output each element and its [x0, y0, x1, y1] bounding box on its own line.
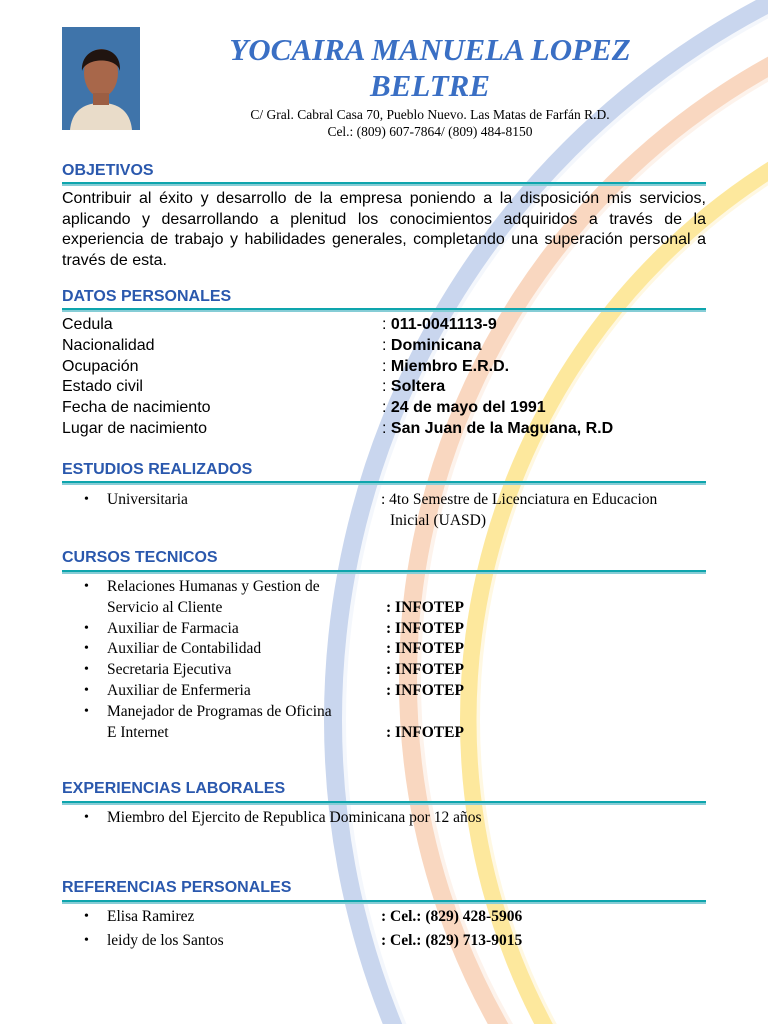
bullet: • [84, 662, 89, 677]
section-rule [62, 182, 706, 186]
bullet: • [84, 909, 89, 924]
bullet: • [84, 621, 89, 636]
referencia-phone: : Cel.: (829) 428-5906 [381, 908, 523, 925]
datos-label: Ocupación [62, 358, 139, 375]
estudio-value-line-1: : 4to Semestre de Licenciatura en Educacion [381, 491, 658, 508]
datos-label: Estado civil [62, 378, 143, 395]
curso-item-line-1: Manejador de Programas de Oficina [107, 703, 332, 720]
section-title-referencias: REFERENCIAS PERSONALES [62, 879, 292, 896]
curso-value: : INFOTEP [386, 620, 464, 637]
curso-value: : INFOTEP [386, 682, 464, 699]
estudio-item: Universitaria [107, 491, 188, 508]
curso-item-line-2: Servicio al Cliente [107, 599, 223, 616]
section-title-experiencias: EXPERIENCIAS LABORALES [62, 780, 286, 797]
bullet: • [84, 492, 89, 507]
bullet: • [84, 683, 89, 698]
section-rule [62, 570, 706, 574]
datos-value: : Soltera [382, 378, 446, 395]
datos-value: : 011-0041113-9 [382, 316, 497, 333]
curso-item: Auxiliar de Enfermeria [107, 682, 251, 699]
referencia-phone: : Cel.: (829) 713-9015 [381, 932, 523, 949]
estudio-value-line-2: Inicial (UASD) [390, 512, 486, 529]
section-rule [62, 801, 706, 805]
experiencia-item: Miembro del Ejercito de Republica Dominicana por 12 años [107, 809, 482, 826]
bullet: • [84, 704, 89, 719]
datos-value: : Miembro E.R.D. [382, 358, 510, 375]
datos-value: : 24 de mayo del 1991 [382, 399, 546, 416]
address: C/ Gral. Cabral Casa 70, Pueblo Nuevo. Las Matas de Farfán R.D. [250, 107, 610, 122]
objetivos-text: Contribuir al éxito y desarrollo de la empresa poniendo a la disposición mis servicios, aplicando y desarrollando a plenitud los conocimientos adquiridos a través de la experiencia de trabajo y habilidades generales, completando una superación personal a través de esta. [62, 190, 706, 270]
datos-value: : San Juan de la Maguana, R.D [382, 420, 614, 437]
phones: Cel.: (809) 607-7864/ (809) 484-8150 [327, 124, 533, 139]
name-line-1: YOCAIRA MANUELA LOPEZ [229, 32, 631, 67]
datos-label: Nacionalidad [62, 337, 155, 354]
section-title-datos: DATOS PERSONALES [62, 288, 232, 305]
datos-label: Lugar de nacimiento [62, 420, 207, 437]
bullet: • [84, 810, 89, 825]
curso-item: Secretaria Ejecutiva [107, 661, 232, 678]
section-title-cursos: CURSOS TECNICOS [62, 549, 218, 566]
datos-value: : Dominicana [382, 337, 482, 354]
bullet: • [84, 641, 89, 656]
curso-item: Auxiliar de Farmacia [107, 620, 239, 637]
curso-value: : INFOTEP [386, 724, 464, 741]
datos-label: Fecha de nacimiento [62, 399, 211, 416]
curso-value: : INFOTEP [386, 640, 464, 657]
bullet: • [84, 579, 89, 594]
section-rule [62, 308, 706, 312]
section-rule [62, 900, 706, 904]
section-title-objetivos: OBJETIVOS [62, 162, 154, 179]
name-line-2: BELTRE [369, 68, 491, 103]
curso-item: Auxiliar de Contabilidad [107, 640, 262, 657]
curso-item-line-1: Relaciones Humanas y Gestion de [107, 578, 320, 595]
profile-photo [62, 27, 140, 130]
curso-value: : INFOTEP [386, 599, 464, 616]
curso-item-line-2: E Internet [107, 724, 169, 741]
datos-label: Cedula [62, 316, 113, 333]
section-rule [62, 481, 706, 485]
curso-value: : INFOTEP [386, 661, 464, 678]
referencia-name: Elisa Ramirez [107, 908, 195, 925]
referencia-name: leidy de los Santos [107, 932, 224, 949]
section-title-estudios: ESTUDIOS REALIZADOS [62, 461, 253, 478]
bullet: • [84, 933, 89, 948]
